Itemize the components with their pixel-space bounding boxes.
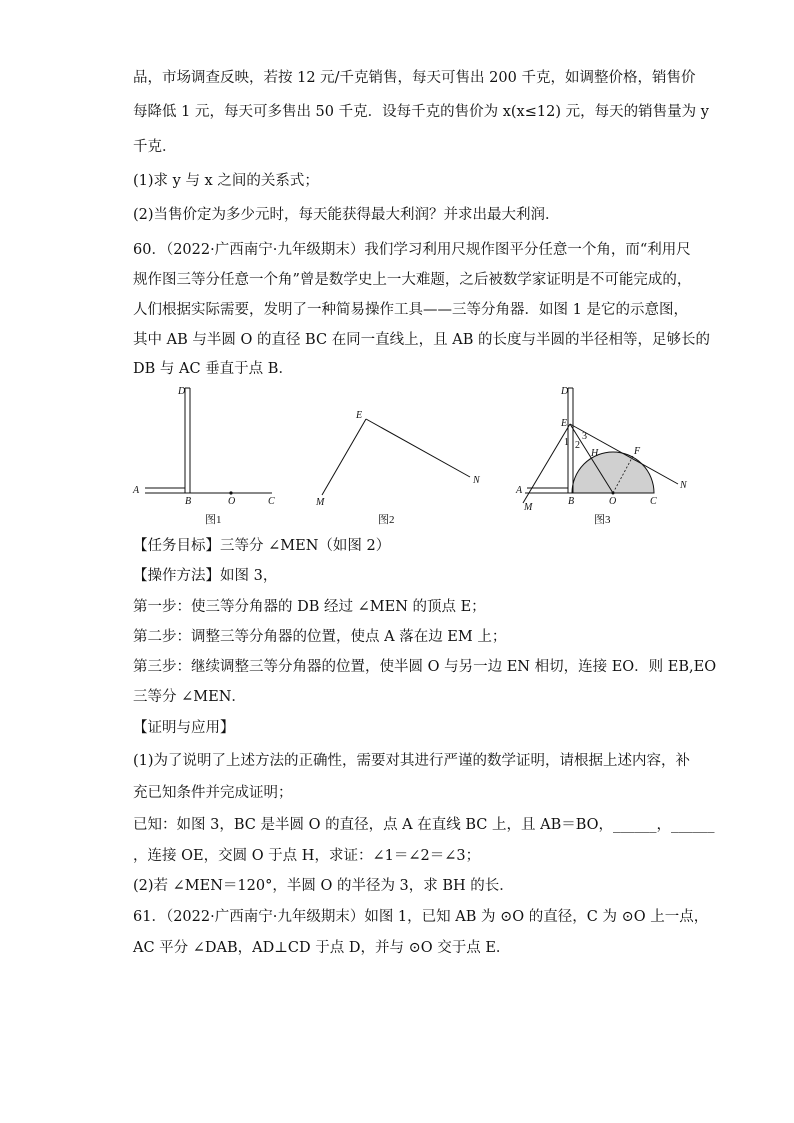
given-line: 已知：如图 3，BC 是半圆 O 的直径，点 A 在直线 BC 上，且 AB＝BO，______，______ <box>133 817 715 833</box>
proof-heading: 【证明与应用】 <box>133 720 235 736</box>
step-3: 第三步：继续调整三等分角器的位置，使半圆 O 与另一边 EN 相切，连接 EO．则 EB,EO <box>133 659 717 675</box>
label-O: O <box>228 496 236 507</box>
label-A: A <box>133 485 140 496</box>
task-goal: 【任务目标】三等分 ∠MEN（如图 2） <box>133 538 391 554</box>
label-H: H <box>591 448 599 459</box>
text-line: ，连接 OE，交圆 O 于点 H，求证：∠1＝∠2＝∠3； <box>133 848 481 864</box>
text-line: 千克． <box>133 139 177 155</box>
label-B: B <box>568 496 575 507</box>
step-1: 第一步：使三等分角器的 DB 经过 ∠MEN 的顶点 E； <box>133 599 486 615</box>
text-line: 人们根据实际需要，发明了一种简易操作工具——三等分角器．如图 1 是它的示意图， <box>133 302 688 318</box>
text-line: (1)为了说明了上述方法的正确性，需要对其进行严谨的数学证明，请根据上述内容，补 <box>133 753 691 769</box>
operation-method: 【操作方法】如图 3， <box>133 568 278 584</box>
text-line: AC 平分 ∠DAB，AD⊥CD 于点 D，并与 ⊙O 交于点 E． <box>133 940 511 956</box>
label-N: N <box>680 480 687 491</box>
label-F: F <box>634 446 641 457</box>
step-2: 第二步：调整三等分角器的位置，使点 A 落在边 EM 上； <box>133 629 507 645</box>
problem-61-header: 61．（2022·广西南宁·九年级期末）如图 1，已知 AB 为 ⊙O 的直径，C 为 ⊙O 上一点， <box>133 909 709 925</box>
figure-2 <box>310 405 490 510</box>
label-O: O <box>609 496 617 507</box>
text-line: 规作图三等分任意一个角”曾是数学史上一大难题，之后被数学家证明是不可能完成的， <box>133 272 692 288</box>
figure-1-caption: 图1 <box>205 514 222 526</box>
question-part-2: (2)当售价定为多少元时，每天能获得最大利润？并求出最大利润． <box>133 207 560 223</box>
label-E: E <box>356 410 363 421</box>
label-E: E <box>561 418 568 429</box>
label-C: C <box>650 496 657 507</box>
angle-2-label: 2 <box>575 440 580 451</box>
text-line: 品，市场调查反映，若按 12 元/千克销售，每天可售出 200 千克，如调整价格，销售价 <box>133 70 696 86</box>
label-B: B <box>185 496 192 507</box>
label-A: A <box>516 485 523 496</box>
figure-3-caption: 图3 <box>594 514 611 526</box>
text-line: 其中 AB 与半圆 O 的直径 BC 在同一直线上，且 AB 的长度与半圆的半径相等，足够长的 <box>133 332 711 348</box>
text-line: DB 与 AC 垂直于点 B． <box>133 361 293 377</box>
label-C: C <box>268 496 275 507</box>
label-M: M <box>524 502 533 513</box>
figure-3 <box>508 380 698 515</box>
problem-60-header: 60．（2022·广西南宁·九年级期末）我们学习利用尺规作图平分任意一个角，而“利用尺 <box>133 242 691 258</box>
text-line: 每降低 1 元，每天可多售出 50 千克．设每千克的售价为 x(x≤12) 元，每天的销售量为 y <box>133 104 709 120</box>
question-part-2: (2)若 ∠MEN＝120°，半圆 O 的半径为 3，求 BH 的长． <box>133 878 514 894</box>
text-line: 充已知条件并完成证明； <box>133 785 293 801</box>
angle-3-label: 3 <box>582 431 587 442</box>
semicircle <box>572 452 654 493</box>
figure-2-caption: 图2 <box>378 514 395 526</box>
text-line: 三等分 ∠MEN． <box>133 689 246 705</box>
angle-1-label: 1 <box>564 437 569 448</box>
label-D: D <box>561 386 569 397</box>
question-part-1: (1)求 y 与 x 之间的关系式； <box>133 173 319 189</box>
label-M: M <box>316 497 325 508</box>
label-D: D <box>178 386 186 397</box>
figure-1 <box>130 380 290 510</box>
label-N: N <box>473 475 480 486</box>
